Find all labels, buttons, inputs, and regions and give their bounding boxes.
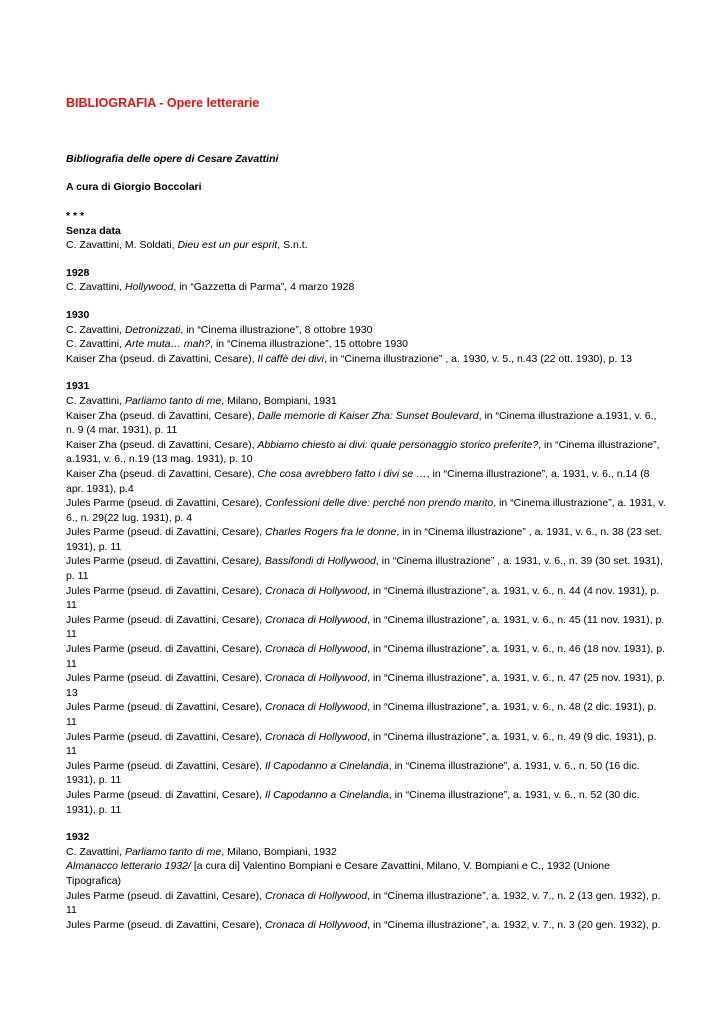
bibliography-section — [66, 308, 666, 366]
section-heading: 1932 — [66, 831, 90, 844]
bibliography-section — [66, 379, 666, 817]
entry-text: , Milano, Bompiani, 1932 — [221, 845, 337, 858]
entry-text: , in “Cinema illustrazione” , a. 1931, v. 6., n. 39 (30 set. 1931), p. 11 — [66, 555, 663, 583]
work-title: Che cosa avrebbero fatto i divi se … — [257, 467, 427, 480]
entry-text: Kaiser Zha (pseud. di Zavattini, Cesare), — [66, 352, 258, 365]
entry-text: C. Zavattini, — [66, 338, 125, 351]
bibliography-entry — [66, 845, 666, 860]
entry-text: [a cura di] Valentino Bompiani e Cesare Zavattini, Milano, V. Bompiani e C., 1932 (Unione Tipografica) — [66, 860, 610, 887]
entry-text: C. Zavattini, — [66, 281, 125, 294]
entry-text: Jules Parme (pseud. di Zavattini, Cesare), — [66, 701, 265, 714]
page-title: BIBLIOGRAFIA - Opere letterarie — [66, 96, 260, 110]
entry-text: , in “Cinema illustrazione”, 15 ottobre 1930 — [210, 338, 408, 351]
work-title: Cronaca di Hollywood — [265, 584, 368, 597]
bibliography-entry — [66, 352, 666, 367]
entry-text: Jules Parme (pseud. di Zavattini, Cesare), — [66, 526, 265, 539]
work-title: Cronaca di Hollywood — [265, 889, 368, 902]
entry-text: Jules Parme (pseud. di Zavattini, Cesare), — [66, 613, 265, 626]
entry-text: , in “Cinema illustrazione”, a. 1931, v. 6., n.14 (8 apr. 1931), p.4 — [66, 467, 650, 495]
entry-text: Jules Parme (pseud. di Zavattini, Cesare), — [66, 918, 265, 931]
curator-line: A cura di Giorgio Boccolari — [66, 181, 202, 193]
entry-text: C. Zavattini, — [66, 845, 125, 858]
section-heading: 1930 — [66, 308, 90, 321]
bibliography-entry — [66, 642, 666, 671]
work-title: Parliamo tanto di me — [124, 394, 222, 407]
document-body — [66, 96, 666, 932]
section-heading: Senza data — [66, 224, 121, 237]
bibliography-entry — [66, 438, 666, 467]
work-title: Almanacco letterario 1932/ — [66, 860, 191, 873]
work-title: Abbiamo chiesto ai divi: quale personaggio storico preferite? — [257, 438, 539, 451]
entry-text: Jules Parme (pseud. di Zavattini, Cesare), — [66, 759, 265, 772]
work-title: Hollywood — [124, 281, 174, 294]
entry-text: , in “Cinema illustrazione”, a. 1931, v. 6., n. 47 (25 nov. 1931), p. 13 — [66, 672, 665, 699]
entry-text: , in “Cinema illustrazione”, a. 1931, v. 6., n. 48 (2 dic. 1931), p. 11 — [66, 701, 657, 728]
section-heading: 1931 — [66, 380, 90, 393]
entry-text: , in in “Cinema illustrazione” , a. 1931, v. 6., n. 38 (23 set. 1931), p. 11 — [66, 526, 662, 553]
section-heading: 1928 — [66, 266, 90, 279]
entry-text: Kaiser Zha (pseud. di Zavattini, Cesare), — [66, 438, 258, 451]
bibliography-entry — [66, 700, 666, 729]
bibliography-entry — [66, 496, 666, 525]
entry-text: Jules Parme (pseud. di Zavattini, Cesare), — [66, 643, 265, 656]
work-title: Cronaca di Hollywood — [265, 701, 368, 714]
bibliography-entry — [66, 730, 666, 759]
entry-text: Jules Parme (pseud. di Zavattini, Cesare), — [66, 672, 265, 685]
entry-text: , in “Cinema illustrazione a.1931, v. 6., n. 9 (4 mar. 1931), p. 11 — [66, 409, 657, 437]
bibliography-entry — [66, 554, 666, 583]
entry-text: Jules Parme (pseud. di Zavattini, Cesare), — [66, 788, 265, 801]
work-title: Cronaca di Hollywood — [265, 613, 368, 626]
entry-text: Kaiser Zha (pseud. di Zavattini, Cesare), — [66, 467, 258, 480]
entry-text: , S.n.t. — [277, 239, 308, 252]
entry-text: Jules Parme (pseud. di Zavattini, Cesare), — [66, 497, 265, 510]
bibliography-entry — [66, 467, 666, 496]
entry-text: , in “Cinema illustrazione”, 8 ottobre 1930 — [180, 323, 373, 336]
entry-text: , in “Cinema illustrazione”, a. 1931, v. 6., n. 52 (30 dic. 1931), p. 11 — [66, 788, 640, 816]
bibliography-section — [66, 224, 666, 253]
bibliography-sections — [66, 224, 666, 933]
entry-text: Jules Parme (pseud. di Zavattini, Cesare — [66, 555, 256, 568]
bibliography-entry — [66, 613, 666, 642]
bibliography-entry — [66, 525, 666, 554]
bibliography-entry — [66, 409, 666, 438]
entry-text: , in “Cinema illustrazione”, a. 1932, v. 7., n. 2 (13 gen. 1932), p. 11 — [66, 889, 661, 917]
entry-text: Jules Parme (pseud. di Zavattini, Cesare), — [66, 730, 265, 743]
entry-text: , in “Cinema illustrazione”, a. 1931, v. 6., n. 46 (18 nov. 1931), p. 11 — [66, 643, 665, 670]
bibliography-entry — [66, 918, 666, 933]
bibliography-section — [66, 830, 666, 932]
work-title: Cronaca di Hollywood — [265, 730, 368, 743]
entry-text: , in “Cinema illustrazione”, a. 1931, v. 6., n. 49 (9 dic. 1931), p. 11 — [66, 730, 657, 758]
work-title: Confessioni delle dive: perché non prendo marito — [265, 497, 494, 510]
work-title: Il caffè dei divi — [257, 352, 324, 365]
work-title: Cronaca di Hollywood — [265, 643, 368, 656]
entry-text: , in “Gazzetta di Parma”, 4 marzo 1928 — [173, 281, 355, 294]
document-subtitle: Bibliografia delle opere di Cesare Zavattini — [66, 153, 279, 165]
bibliography-entry — [66, 280, 666, 295]
work-title: Arte muta… mah? — [124, 338, 211, 351]
work-title: Dalle memorie di Kaiser Zha: Sunset Boulevard — [257, 409, 479, 422]
work-title: ), Bassifondi di Hollywood — [255, 555, 376, 568]
bibliography-entry — [66, 584, 666, 613]
entry-text: , in “Cinema illustrazione”, a.1931, v. 6., n.19 (13 mag. 1931), p. 10 — [66, 438, 660, 466]
work-title: Il Capodanno a Cinelandia — [265, 759, 389, 772]
bibliography-entry — [66, 889, 666, 918]
entry-text: Kaiser Zha (pseud. di Zavattini, Cesare), — [66, 409, 258, 422]
work-title: Charles Rogers fra le donne — [265, 526, 397, 539]
bibliography-section — [66, 266, 666, 295]
work-title: Cronaca di Hollywood — [265, 918, 368, 931]
entry-text: C. Zavattini, M. Soldati, — [66, 239, 178, 252]
bibliography-entry — [66, 788, 666, 817]
work-title: Detronizzati — [124, 323, 181, 336]
entry-text: , in “Cinema illustrazione”, a. 1931, v. 6., n. 44 (4 nov. 1931), p. 11 — [66, 584, 660, 612]
entry-text: Jules Parme (pseud. di Zavattini, Cesare), — [66, 584, 265, 597]
bibliography-entry — [66, 394, 666, 409]
entry-text: , in “Cinema illustrazione”, a. 1931, v. 6., n. 45 (11 nov. 1931), p. 11 — [66, 613, 665, 641]
work-title: Dieu est un pur esprit — [177, 239, 278, 252]
entry-text: Jules Parme (pseud. di Zavattini, Cesare), — [66, 889, 265, 902]
entry-text: , in “Cinema illustrazione”, a. 1931, v. 6., n. 29(22 lug. 1931), p. 4 — [66, 497, 666, 524]
bibliography-entry — [66, 859, 666, 888]
entry-text: C. Zavattini, — [66, 323, 125, 336]
bibliography-entry — [66, 323, 666, 338]
bibliography-entry — [66, 238, 666, 253]
work-title: Cronaca di Hollywood — [265, 672, 368, 685]
bibliography-entry — [66, 759, 666, 788]
entry-text: , in “Cinema illustrazione” , a. 1930, v. 5., n.43 (22 ott. 1930), p. 13 — [323, 352, 632, 365]
entry-text: , in “Cinema illustrazione”, a. 1932, v. 7., n. 3 (20 gen. 1932), p. — [367, 918, 661, 931]
bibliography-entry — [66, 671, 666, 700]
bibliography-entry — [66, 337, 666, 352]
work-title: Parliamo tanto di me — [124, 845, 222, 858]
entry-text: C. Zavattini, — [66, 394, 125, 407]
work-title: Il Capodanno a Cinelandia — [265, 788, 389, 801]
section-separator: * * * — [66, 210, 85, 222]
entry-text: , Milano, Bompiani, 1931 — [221, 394, 337, 407]
entry-text: , in “Cinema illustrazione”, a. 1931, v. 6., n. 50 (16 dic. 1931), p. 11 — [66, 759, 640, 787]
